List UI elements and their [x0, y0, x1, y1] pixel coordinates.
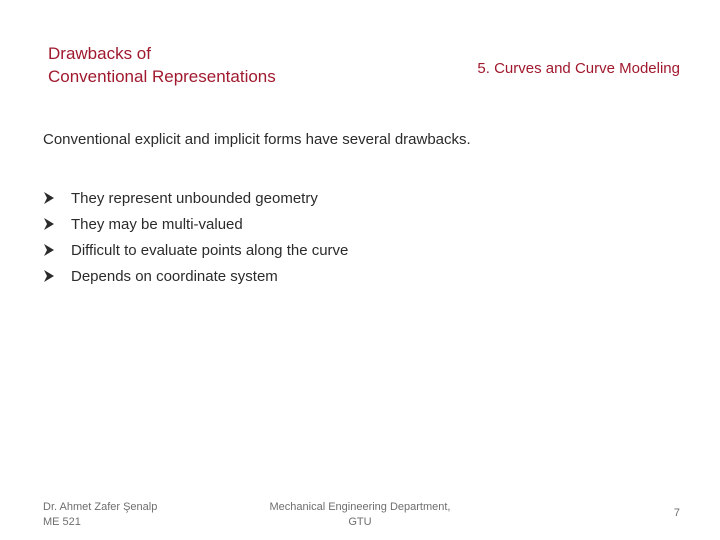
footer-author	[43, 500, 157, 530]
bullet-text: They may be multi-valued	[71, 215, 243, 233]
arrowhead-bullet-icon	[43, 192, 71, 204]
arrowhead-bullet-icon	[43, 270, 71, 282]
department-line-2: GTU	[348, 516, 372, 528]
department-line-1: Mechanical Engineering Department,	[269, 501, 451, 513]
bullet-item	[43, 185, 348, 211]
bullet-text: Difficult to evaluate points along the curve	[71, 241, 349, 259]
course-code: ME 521	[43, 516, 81, 528]
bullet-item	[43, 211, 348, 237]
bullet-item	[43, 263, 348, 289]
arrowhead-bullet-icon	[43, 218, 71, 230]
section-heading: 5. Curves and Curve Modeling	[477, 60, 680, 77]
footer-department	[250, 500, 470, 530]
slide-title-line-2: Conventional Representations	[48, 67, 276, 86]
slide-title-line-1: Drawbacks of	[48, 44, 151, 63]
author-name: Dr. Ahmet Zafer Şenalp	[43, 501, 158, 513]
bullet-text: They represent unbounded geometry	[71, 189, 318, 207]
bullet-item	[43, 237, 348, 263]
intro-text: Conventional explicit and implicit forms have several drawbacks.	[43, 131, 471, 148]
bullet-text: Depends on coordinate system	[71, 267, 278, 285]
arrowhead-bullet-icon	[43, 244, 71, 256]
slide-title	[48, 42, 368, 88]
page-number: 7	[673, 507, 680, 519]
bullet-list	[43, 185, 348, 289]
